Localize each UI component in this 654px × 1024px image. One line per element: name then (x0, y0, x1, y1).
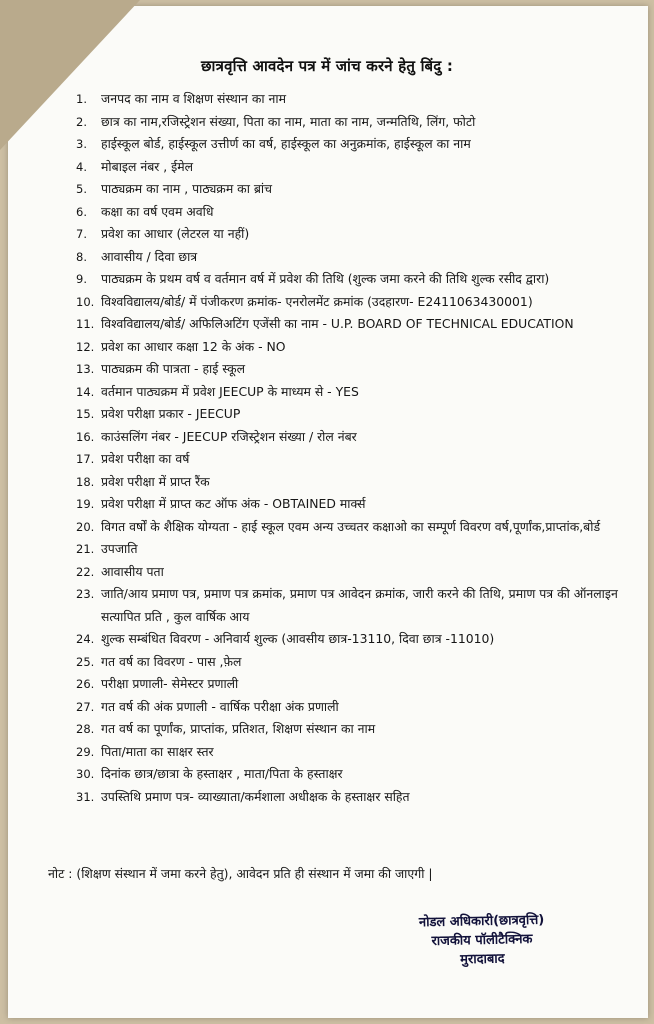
list-item (76, 628, 621, 651)
list-item (76, 358, 621, 381)
list-item (76, 201, 621, 224)
item-text: उपस्तिथि प्रमाण पत्र- व्याख्याता/कर्मशाला अधीक्षक के हस्ताक्षर सहित (101, 788, 410, 804)
list-item (76, 381, 621, 404)
item-number: 29. (76, 744, 95, 759)
list-item (76, 133, 621, 156)
signature-stamp (391, 910, 572, 971)
document-title: छात्रवृत्ति आवदेन पत्र में जांच करने हेतु बिंदु : (200, 57, 454, 75)
list-item (76, 426, 621, 449)
item-number: 16. (76, 429, 95, 444)
item-number: 10. (76, 294, 95, 309)
list-item (76, 741, 621, 764)
list-item (76, 88, 621, 111)
item-text: पाठ्यक्रम के प्रथम वर्ष व वर्तमान वर्ष में प्रवेश की तिथि (शुल्क जमा करने की तिथि शुल्क रसीद द्वारा) (101, 271, 550, 286)
item-text: शुल्क सम्बंधित विवरण - अनिवार्य शुल्क (आवसीय छात्र-13110, दिवा छात्र -11010) (101, 631, 495, 646)
list-item (76, 471, 621, 494)
item-text: गत वर्ष की अंक प्रणाली - वार्षिक परीक्षा अंक प्रणाली (101, 698, 339, 714)
list-item (76, 336, 621, 359)
item-number: 1. (76, 92, 87, 106)
item-number: 13. (76, 362, 95, 376)
list-item (76, 673, 621, 696)
item-text: पाठ्यक्रम का नाम , पाठ्यक्रम का ब्रांच (101, 181, 272, 196)
item-number: 23. (76, 587, 95, 601)
list-item (76, 223, 621, 246)
list-item (76, 696, 621, 719)
item-number: 6. (76, 204, 87, 219)
signature-line-2: राजकीय पॉलीटैक्निक (431, 931, 533, 950)
item-text: जनपद का नाम व शिक्षण संस्थान का नाम (101, 91, 287, 106)
list-item (76, 246, 621, 269)
item-text: दिनांक छात्र/छात्रा के हस्ताक्षर , माता/पिता के हस्ताक्षर (101, 766, 343, 781)
item-text: पिता/माता का साक्षर स्तर (101, 743, 214, 759)
list-item (76, 291, 621, 314)
list-item (76, 178, 621, 201)
list-item (76, 538, 621, 561)
item-number: 14. (76, 384, 95, 399)
item-text: प्रवेश परीक्षा में प्राप्त रैंक (101, 473, 210, 489)
item-text: गत वर्ष का विवरण - पास ,फ़ेल (101, 653, 242, 669)
item-number: 7. (76, 227, 87, 241)
item-number: 31. (76, 789, 95, 804)
item-text: जाति/आय प्रमाण पत्र, प्रमाण पत्र क्रमांक, प्रमाण पत्र आवेदन क्रमांक, जारी करने की तिथि, प्रमाण पत्र की ऑनलाइन सत्यापित प्रति , कुल वार्षिक आय (101, 586, 618, 624)
item-text: काउंसलिंग नंबर - JEECUP रजिस्ट्रेशन संख्या / रोल नंबर (101, 428, 357, 444)
list-item (76, 718, 621, 741)
signature-line-3: मुरादाबाद (460, 951, 505, 968)
item-number: 12. (76, 339, 95, 354)
item-text: प्रवेश का आधार (लेटरल या नहीं) (101, 226, 250, 241)
list-item (76, 448, 621, 471)
item-text: मोबाइल नंबर , ईमेल (101, 158, 194, 174)
list-item (76, 516, 621, 539)
item-text: हाईस्कूल बोर्ड, हाईस्कूल उत्तीर्ण का वर्ष, हाईस्कूल का अनुक्रमांक, हाईस्कूल का नाम (101, 136, 471, 151)
item-text: प्रवेश का आधार कक्षा 12 के अंक - NO (101, 338, 286, 354)
item-number: 17. (76, 452, 95, 466)
item-number: 9. (76, 272, 87, 286)
item-text: उपजाति (101, 541, 138, 556)
list-item (76, 786, 621, 809)
item-number: 18. (76, 474, 95, 489)
item-number: 15. (76, 407, 95, 421)
item-number: 2. (76, 114, 87, 129)
item-text: प्रवेश परीक्षा में प्राप्त कट ऑफ अंक - OBTAINED मार्क्स (101, 496, 366, 511)
item-text: प्रवेश परीक्षा प्रकार - JEECUP (101, 406, 241, 421)
item-number: 20. (76, 519, 95, 534)
note-text: नोट : (शिक्षण संस्थान में जमा करने हेतु), आवेदन प्रति ही संस्थान में जमा की जाएगी | (48, 866, 433, 881)
item-text: विश्वविद्यालय/बोर्ड/ में पंजीकरण क्रमांक- एनरोलमेंट क्रमांक (उदहारण- E2411063430001) (101, 293, 533, 309)
list-item (76, 561, 621, 584)
list-item (76, 156, 621, 179)
list-item (76, 651, 621, 674)
list-item (76, 493, 621, 516)
item-number: 26. (76, 677, 95, 691)
list-item (76, 313, 621, 336)
item-text: वर्तमान पाठ्यक्रम में प्रवेश JEECUP के माध्यम से - YES (101, 383, 359, 399)
checklist (76, 88, 621, 808)
list-item (76, 403, 621, 426)
item-number: 25. (76, 654, 95, 669)
item-text: पाठ्यक्रम की पात्रता - हाई स्कूल (101, 361, 246, 376)
item-number: 30. (76, 767, 95, 781)
item-text: आवासीय पता (101, 563, 164, 579)
item-number: 24. (76, 632, 95, 646)
item-number: 5. (76, 182, 87, 196)
item-number: 19. (76, 497, 95, 511)
item-text: परीक्षा प्रणाली- सेमेस्टर प्रणाली (101, 676, 239, 691)
item-text: विश्वविद्यालय/बोर्ड/ अफिलिअटिंग एजेंसी का नाम - U.P. BOARD OF TECHNICAL EDUCATION (101, 316, 574, 331)
item-number: 28. (76, 722, 95, 736)
item-number: 22. (76, 564, 95, 579)
item-text: आवासीय / दिवा छात्र (101, 248, 198, 264)
item-text: कक्षा का वर्ष एवम अवधि (101, 203, 214, 219)
list-item (76, 268, 621, 291)
item-text: विगत वर्षों के शैक्षिक योग्यता - हाई स्कूल एवम अन्य उच्चतर कक्षाओ का सम्पूर्ण विवरण वर्ष,पूर्णांक,प्राप्तांक,बोर्ड (101, 518, 601, 534)
item-text: छात्र का नाम,रजिस्ट्रेशन संख्या, पिता का नाम, माता का नाम, जन्मतिथि, लिंग, फोटो (101, 113, 476, 129)
item-number: 4. (76, 159, 87, 174)
item-number: 3. (76, 137, 87, 151)
list-item (76, 111, 621, 134)
list-item (76, 583, 621, 628)
item-number: 8. (76, 249, 87, 264)
item-number: 21. (76, 542, 95, 556)
item-number: 27. (76, 699, 95, 714)
item-text: गत वर्ष का पूर्णांक, प्राप्तांक, प्रतिशत, शिक्षण संस्थान का नाम (101, 721, 376, 736)
list-item (76, 763, 621, 786)
item-number: 11. (76, 317, 95, 331)
signature-line-1: नोडल अधिकारी(छात्रवृत्ति) (418, 912, 545, 931)
item-text: प्रवेश परीक्षा का वर्ष (101, 451, 190, 466)
